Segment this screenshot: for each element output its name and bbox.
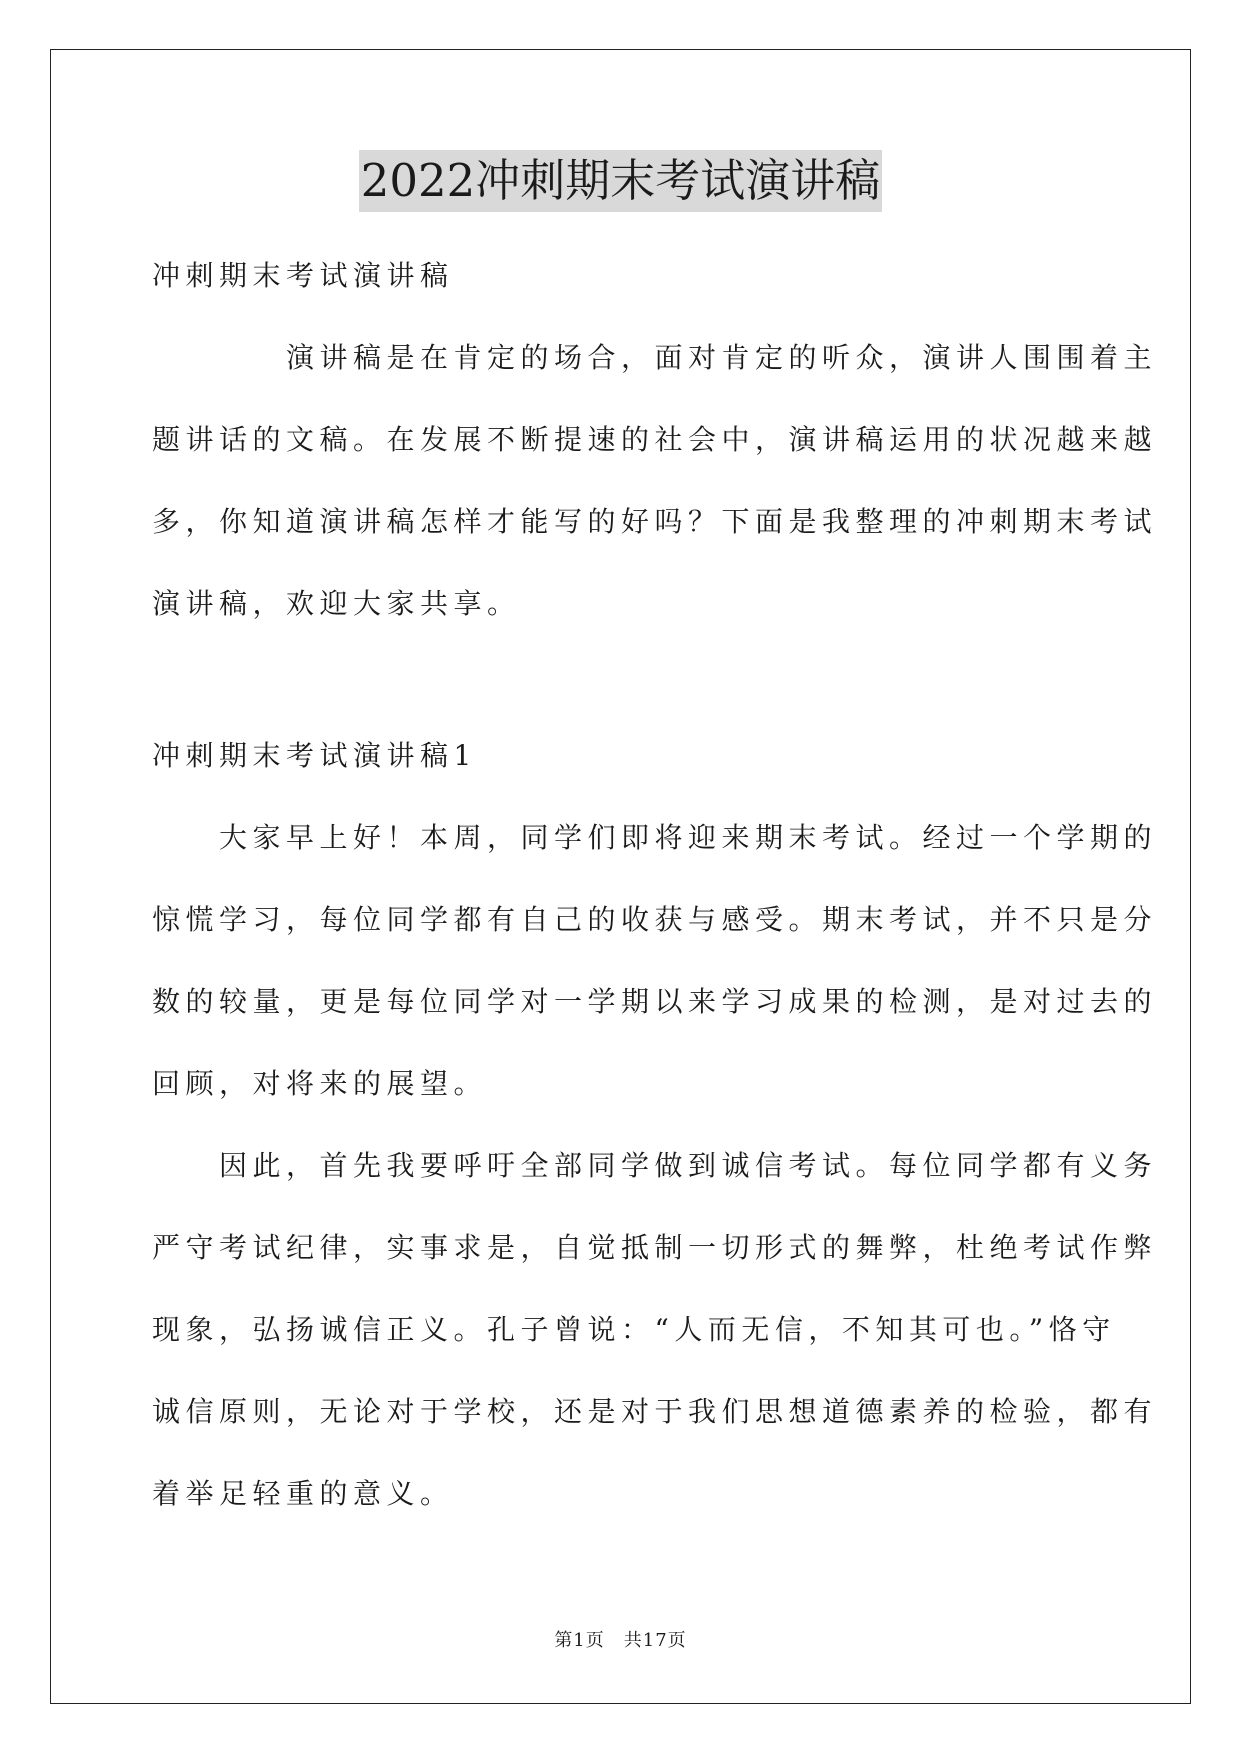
paragraph-line: 严守考试纪律，实事求是，自觉抵制一切形式的舞弊，杜绝考试作弊 xyxy=(152,1231,1158,1264)
subtitle: 冲刺期末考试演讲稿 xyxy=(152,259,454,292)
intro-line: 演讲稿是在肯定的场合，面对肯定的听众，演讲人围围着主 xyxy=(152,341,1158,374)
paragraph-line: 大家早上好！本周，同学们即将迎来期末考试。经过一个学期的 xyxy=(152,821,1158,854)
intro-line: 演讲稿，欢迎大家共享。 xyxy=(152,587,521,620)
document-title: 2022冲刺期末考试演讲稿 xyxy=(359,150,883,212)
intro-line: 题讲话的文稿。在发展不断提速的社会中，演讲稿运用的状况越来越 xyxy=(152,423,1158,456)
paragraph-line: 惊慌学习，每位同学都有自己的收获与感受。期末考试，并不只是分 xyxy=(152,903,1158,936)
paragraph-line: 因此，首先我要呼吁全部同学做到诚信考试。每位同学都有义务 xyxy=(152,1149,1158,1182)
page-number-footer: 第1页 共17页 xyxy=(554,1630,687,1651)
section-heading: 冲刺期末考试演讲稿1 xyxy=(152,739,477,772)
paragraph-line: 数的较量，更是每位同学对一学期以来学习成果的检测，是对过去的 xyxy=(152,985,1158,1018)
paragraph-line: 回顾，对将来的展望。 xyxy=(152,1067,488,1100)
paragraph-line: 着举足轻重的意义。 xyxy=(152,1477,454,1510)
intro-line: 多，你知道演讲稿怎样才能写的好吗？下面是我整理的冲刺期末考试 xyxy=(152,505,1158,538)
paragraph-line: 诚信原则，无论对于学校，还是对于我们思想道德素养的检验，都有 xyxy=(152,1395,1158,1428)
spacer xyxy=(152,645,1092,715)
document-body xyxy=(152,235,1158,1535)
paragraph-line: 现象，弘扬诚信正义。孔子曾说：“人而无信，不知其可也。”恪守 xyxy=(152,1313,1116,1346)
title-container xyxy=(0,150,1241,212)
